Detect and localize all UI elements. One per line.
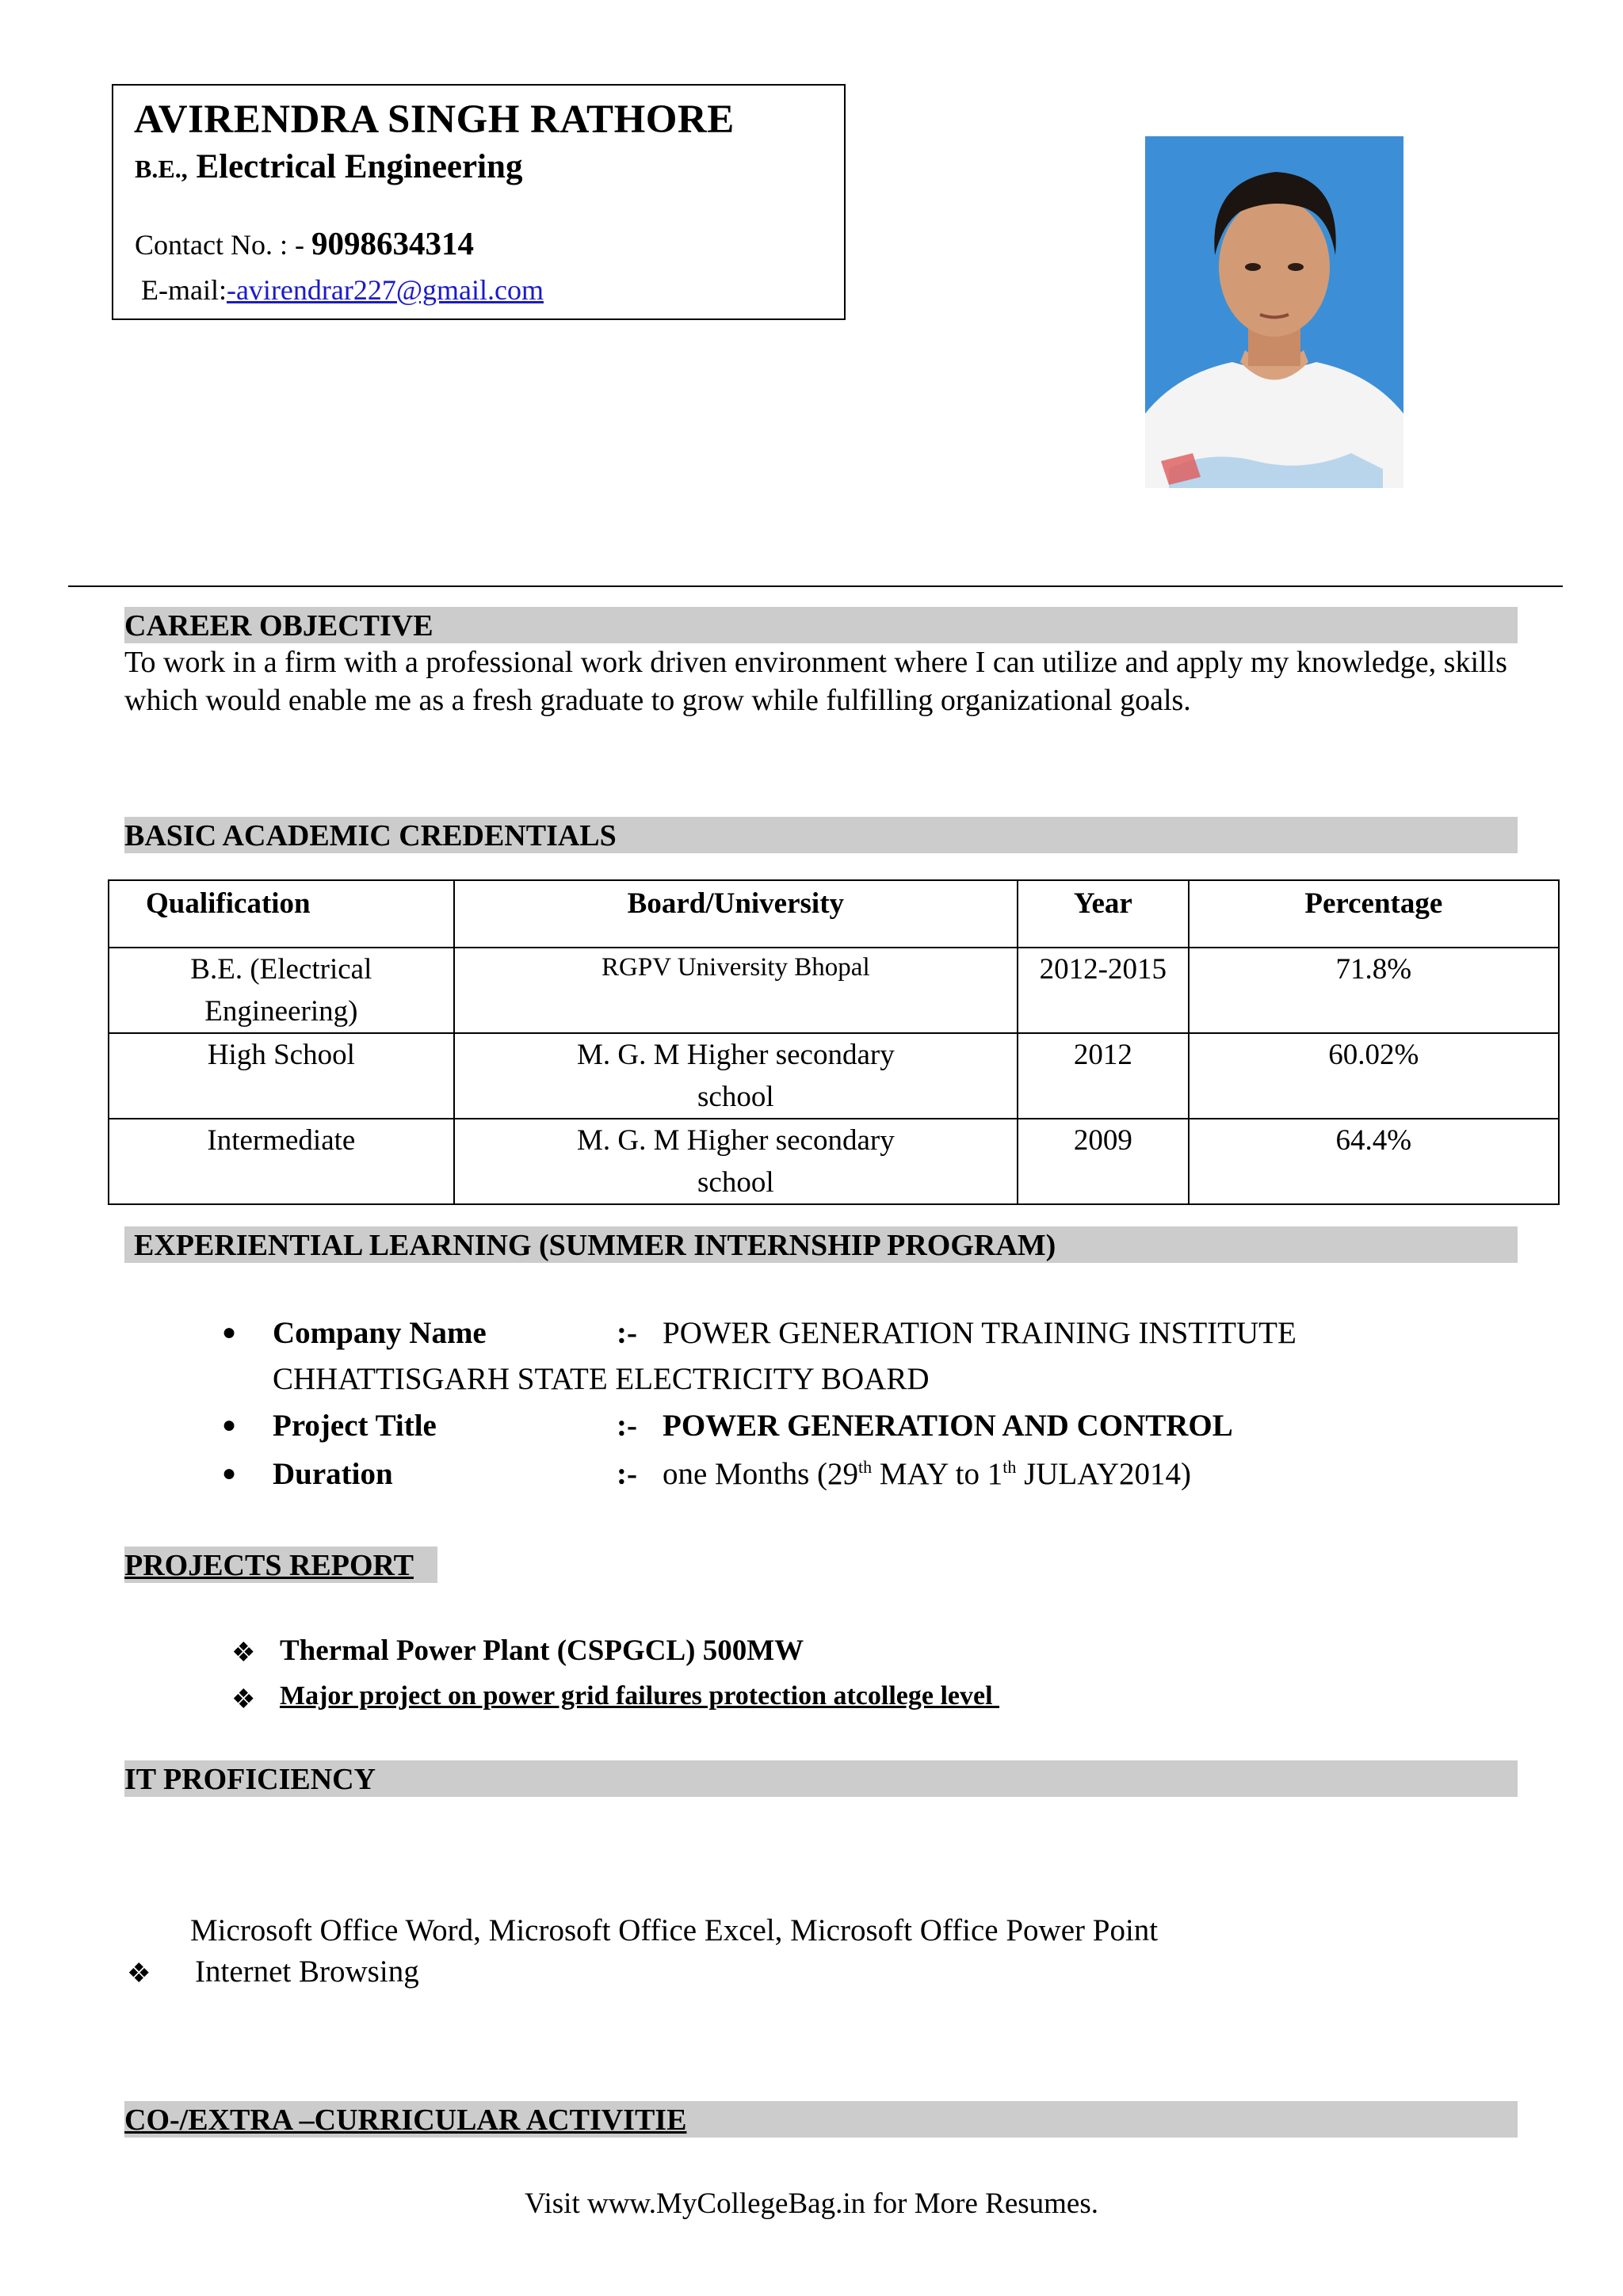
- profile-photo-illustration: [1145, 136, 1403, 488]
- it-skills-item: Internet Browsing: [195, 1955, 419, 1989]
- duration-part: JULAY2014): [1016, 1457, 1191, 1491]
- separator: :-: [617, 1316, 637, 1350]
- career-objective-text: To work in a firm with a professional work driven environment where I can utilize and apply my knowledge, skills which would enable me as a fresh graduate to grow while fulfilling organizational goals.: [124, 646, 1507, 717]
- career-objective-title: CAREER OBJECTIVE: [124, 609, 433, 643]
- diamond-bullet-icon: ❖: [231, 1685, 256, 1714]
- company-value-line2: CHHATTISGARH STATE ELECTRICITY BOARD: [273, 1362, 930, 1396]
- bullet-icon: ●: [222, 1460, 237, 1486]
- table-cell: 64.4%: [1189, 1119, 1559, 1204]
- it-skills-line: Microsoft Office Word, Microsoft Office Excel, Microsoft Office Power Point: [190, 1913, 1159, 1947]
- table-cell: Intermediate: [109, 1119, 454, 1204]
- table-cell: 2009: [1018, 1119, 1189, 1204]
- email-label: E-mail:: [141, 274, 227, 306]
- contact-label: Contact No. : -: [135, 229, 311, 261]
- ordinal-suffix: th: [858, 1457, 873, 1477]
- table-cell: 2012: [1018, 1033, 1189, 1119]
- project-value: POWER GENERATION AND CONTROL: [663, 1409, 1233, 1443]
- table-row: [109, 948, 1559, 1033]
- table-cell: 2012-2015: [1018, 948, 1189, 1033]
- profile-photo: [1145, 136, 1403, 488]
- duration-part: one Months (29: [663, 1457, 858, 1491]
- table-cell: High School: [109, 1033, 454, 1119]
- project-item: Thermal Power Plant (CSPGCL) 500MW: [280, 1634, 804, 1667]
- candidate-name: AVIRENDRA SINGH RATHORE: [134, 97, 735, 142]
- column-header: Year: [1018, 880, 1189, 948]
- degree-field: Electrical Engineering: [187, 148, 523, 185]
- bullet-icon: ●: [222, 1319, 237, 1345]
- separator: :-: [617, 1457, 637, 1491]
- column-header: Board/University: [454, 880, 1018, 948]
- company-label: Company Name: [273, 1316, 487, 1350]
- contact-number: 9098634314: [311, 225, 474, 261]
- internship-title: EXPERIENTIAL LEARNING (SUMMER INTERNSHIP PROGRAM): [134, 1229, 1056, 1262]
- duration-part: MAY to 1: [872, 1457, 1003, 1491]
- table-row: [109, 1119, 1559, 1204]
- table-cell: 71.8%: [1189, 948, 1559, 1033]
- diamond-bullet-icon: ❖: [127, 1959, 151, 1989]
- academics-title: BASIC ACADEMIC CREDENTIALS: [124, 819, 617, 852]
- column-header: Percentage: [1189, 880, 1559, 948]
- duration-label: Duration: [273, 1457, 393, 1491]
- email-line: [141, 273, 544, 307]
- column-header: Qualification: [109, 880, 454, 948]
- bullet-icon: ●: [222, 1412, 237, 1438]
- table-cell: B.E. (Electrical Engineering): [109, 948, 454, 1033]
- duration-value: [663, 1456, 1191, 1492]
- diamond-bullet-icon: ❖: [231, 1638, 256, 1668]
- extra-curricular-title: CO-/EXTRA –CURRICULAR ACTIVITIE: [124, 2103, 687, 2137]
- footer-text: Visit www.MyCollegeBag.in for More Resumes.: [525, 2187, 1098, 2220]
- academics-table: [108, 879, 1560, 1205]
- degree: [135, 147, 522, 186]
- table-header-row: [109, 880, 1559, 948]
- email-link[interactable]: -avirendrar227@gmail.com: [226, 274, 544, 306]
- separator: :-: [617, 1409, 637, 1443]
- header-box: [112, 84, 846, 320]
- header-divider: [68, 585, 1563, 587]
- project-item: Major project on power grid failures protection atcollege level: [280, 1681, 1000, 1711]
- table-cell: 60.02%: [1189, 1033, 1559, 1119]
- projects-title: PROJECTS REPORT: [124, 1549, 414, 1582]
- table-cell: RGPV University Bhopal: [454, 948, 1018, 1033]
- table-cell: M. G. M Higher secondary school: [454, 1119, 1018, 1204]
- ordinal-suffix: th: [1002, 1457, 1017, 1477]
- degree-prefix: B.E.,: [135, 154, 188, 183]
- it-proficiency-title: IT PROFICIENCY: [124, 1763, 376, 1796]
- contact-line: [135, 224, 474, 262]
- company-value: POWER GENERATION TRAINING INSTITUTE: [663, 1316, 1296, 1350]
- project-label: Project Title: [273, 1409, 437, 1443]
- table-cell: M. G. M Higher secondary school: [454, 1033, 1018, 1119]
- table-row: [109, 1033, 1559, 1119]
